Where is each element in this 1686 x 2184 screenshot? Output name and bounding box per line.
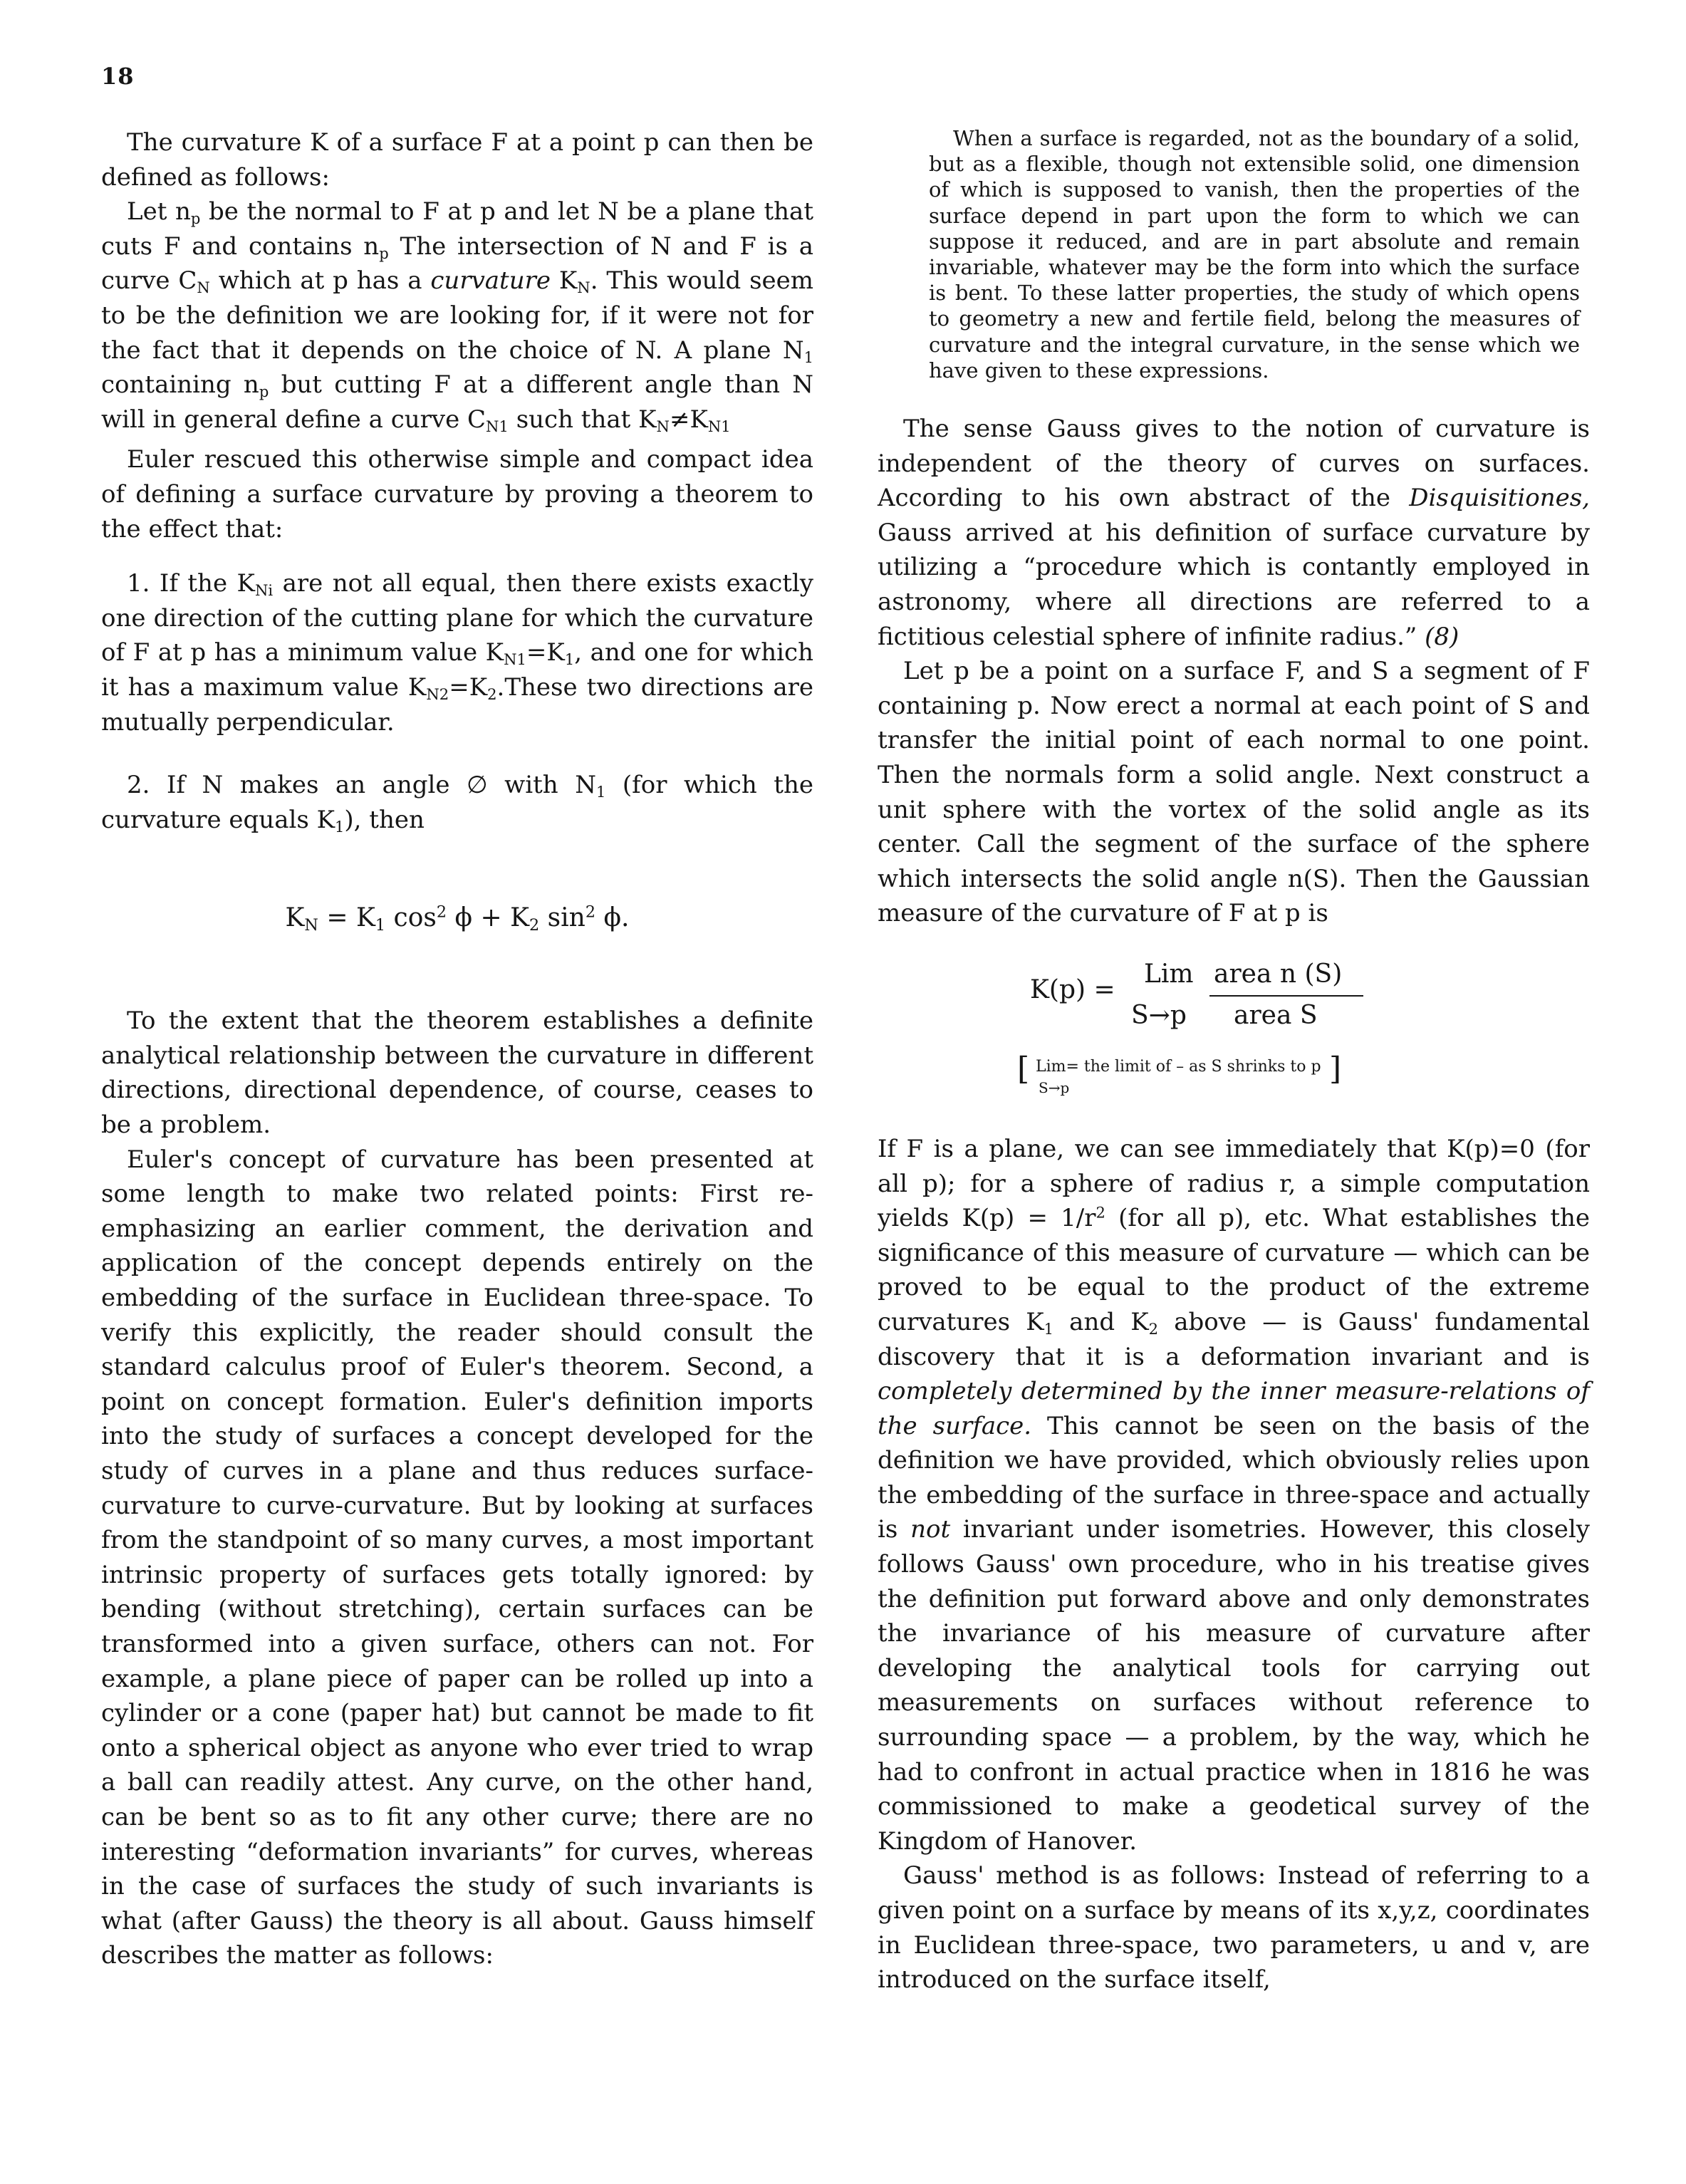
equation-lim: Lim [1144, 959, 1194, 989]
bracket-open: [ [1017, 1050, 1030, 1087]
paragraph-euler-rescued: Euler rescued this otherwise simple and compact idea of defining a surface curvature by proving a theorem to the effect that: [101, 445, 813, 544]
paragraph-plane-sphere: If F is a plane, we can see immediately that K(p)=0 (for all p); for a sphere of radius r, a simple computation yields $K(p) = 1/r^2$ (for all p), etc. What establishes the significance of this measure of curvature — which can be proved to be equal to the product of the extreme curvatures $K_1$ and $K_2$ above — is Gauss' fundamental discovery that it is a deformation invariant and is completely determined by the inner measure-relations of the surface. This cannot be seen on the basis of the definition we have provided, which obviously relies upon the embedding of the surface in three-space and actually is not invariant under isometries. However, this closely follows Gauss' own procedure, who in his treatise gives the definition put forward above and only demonstrates the invariance of his measure of curvature after developing the analytical tools for carrying out measurements on surfaces without reference to surrounding space — a problem, by the way, which he had to confront in actual practice when in 1816 he was commissioned to make a geodetical survey of the Kingdom of Hanover. [878, 1134, 1591, 1856]
equation-numerator: area n (S) [1214, 959, 1343, 989]
paragraph-gauss-method: Gauss' method is as follows: Instead of referring to a given point on a surface by means of its x,y,z, coordinates in Euclidean three-space, two parameters, u and v, are introduced on the surface itself, [878, 1861, 1590, 1995]
paragraph-curvature-intro: The curvature K of a surface F at a point p can then be defined as follows: [101, 128, 813, 192]
euler-equation: $K_N = K_1$ $\cos^2 \phi + K_2$ $\sin^2 \phi$. [285, 903, 630, 935]
theorem-item-2: 2. If N makes an angle ∅ with $N_1$ (for which the curvature equals $K_1$), then [101, 771, 813, 836]
equation-lim-subscript: S→p [1131, 1000, 1187, 1030]
limit-footnote-text: Lim= the limit of – as S shrinks to p [1036, 1057, 1321, 1076]
page-number: 18 [101, 63, 135, 90]
gauss-curvature-equation [878, 960, 1590, 1045]
limit-footnote [878, 1050, 1590, 1103]
fraction-bar [1209, 995, 1363, 997]
theorem-item-1: 1. If the $K_{Ni}$ are not all equal, then there exists exactly one direction of the cutting plane for which the curvature of F at p has a minimum value $K_{N1}=K_1$, and one for which it has a maximum value $K_{N2}=K_2.These$ two directions are mutually perpendicular. [101, 569, 813, 737]
right-column [878, 125, 1590, 1997]
paragraph-euler-concept: Euler's concept of curvature has been presented at some length to make two related points: First re-emphasizing an earlier comment, the derivation and application of the concept depends entirely on the embedding of the surface in Euclidean three-space. To verify this explicitly, the reader should consult the standard calculus proof of Euler's theorem. Second, a point on concept formation. Euler's definition imports into the study of surfaces a concept developed for the study of curves in a plane and thus reduces surface-curvature to curve-curvature. But by looking at surfaces from the standpoint of so many curves, a most important intrinsic property of surfaces gets totally ignored: by bending (without stretching), certain surfaces can be transformed into a given surface, others can not. For example, a plane piece of paper can be rolled up into a cylinder or a cone (paper hat) but cannot be made to fit onto a spherical object as anyone who ever tried to wrap a ball can readily attest. Any curve, on the other hand, can be bent so as to fit any other curve; there are no interesting “deformation invariants” for curves, whereas in the case of surfaces the study of such invariants is what (after Gauss) the theory is all about. Gauss himself describes the matter as follows: [101, 1145, 813, 1970]
paragraph-directional-dependence: To the extent that the theorem establishes a definite analytical relationship between the curvature in different directions, directional dependence, of course, ceases to be a problem. [101, 1007, 813, 1140]
paragraph-gauss-sense: The sense Gauss gives to the notion of curvature is independent of the theory of curves on surfaces. According to his own abstract of the Disquisitiones, Gauss arrived at his definition of surface curvature by utilizing a “procedure which is contantly employed in astronomy, where all directions are referred to a fictitious celestial sphere of infinite radius.” (8) [878, 415, 1590, 651]
equation-denominator: area S [1234, 1000, 1318, 1030]
limit-footnote-subscript: S→p [1039, 1078, 1070, 1096]
bracket-close: ] [1329, 1050, 1342, 1087]
paragraph-solid-angle: Let p be a point on a surface F, and S a segment of F containing p. Now erect a normal at each point of S and transfer the initial point of each normal to one point. Then the normals form a solid angle. Next construct a unit sphere with the vortex of the solid angle as its center. Call the segment of the surface of the sphere which intersects the solid angle n(S). Then the Gaussian measure of the curvature of F at p is [878, 657, 1590, 928]
gauss-quote: When a surface is regarded, not as the boundary of a solid, but as a flexible, though not extensible solid, one dimension of which is supposed to vanish, then the properties of the surface depend in part upon the form to which we can suppose it reduced, and are in part absolute and remain invariable, whatever may be the form into which the surface is bent. To these latter properties, the study of which opens to geometry a new and fertile field, belong the measures of curvature and the integral curvature, in the sense which we have given to these expressions. [929, 126, 1580, 383]
left-column [101, 125, 813, 1973]
equation-lhs: K(p) = [1030, 974, 1115, 1004]
paragraph-normal-plane: Let $n_p$ be the normal to F at p and let N be a plane that cuts F and contains $n_p$ The intersection of N and F is a curve $C_N$ which at p has a curvature $K_N$. This would seem to be the definition we are looking for, if it were not for the fact that it depends on the choice of N. A plane $N_1$ containing $n_p$ but cutting F at a different angle than N will in general define a curve $C_{N1}$ such that $K_N\ne K_{N1}$ [101, 197, 814, 435]
